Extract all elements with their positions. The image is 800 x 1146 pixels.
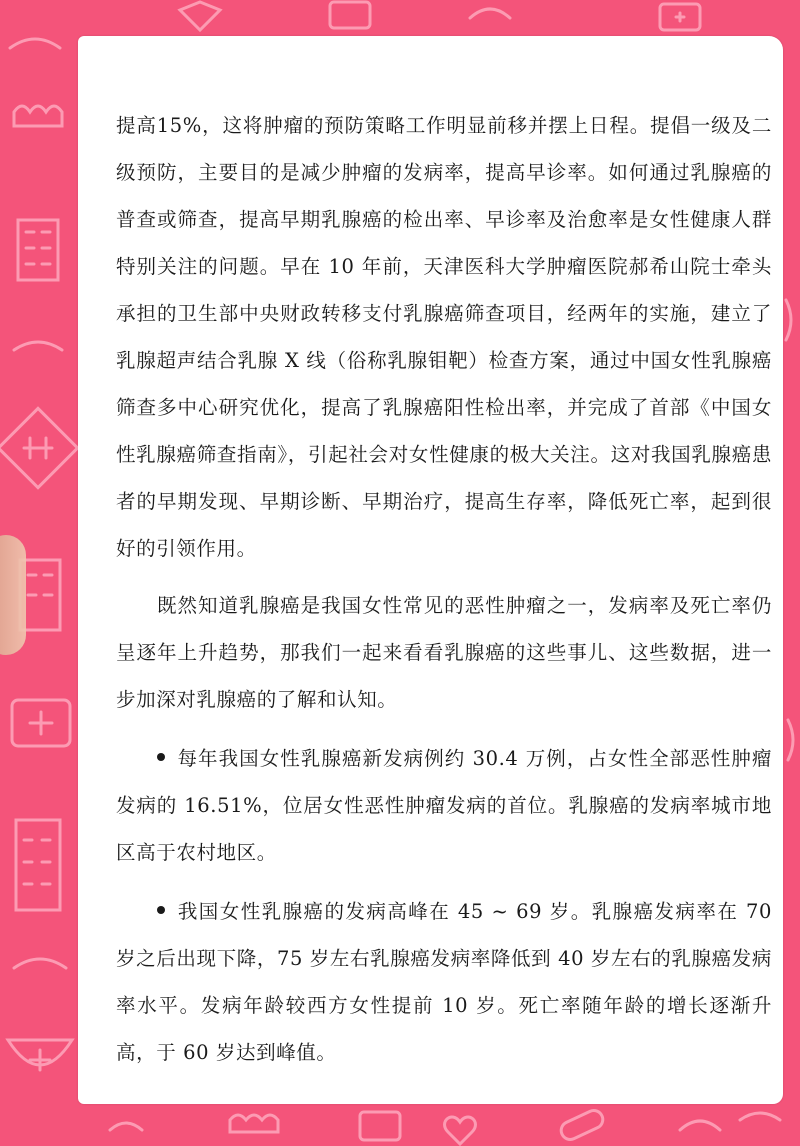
building-icon [20,560,60,630]
heart-icon [445,1117,476,1144]
bullet-item-2 [116,888,772,1076]
smile-arc-icon [740,1113,780,1120]
smile-arc-icon [14,959,66,968]
smile-arc-icon [10,39,60,48]
teeth-icon [230,1115,278,1132]
teeth-icon [14,106,62,126]
bullet-item-1 [116,735,772,876]
smile-arc-icon [14,342,62,350]
bullet-dot-icon [157,753,165,761]
paragraph-2: 既然知道乳腺癌是我国女性常见的恶性肿瘤之一，发病率及死亡率仍呈逐年上升趋势，那我们一起来看看乳腺癌的这些事儿、这些数据，进一步加深对乳腺癌的了解和认知。 [116,594,772,711]
bullet-text-1: 每年我国女性乳腺癌新发病例约 30.4 万例，占女性全部恶性肿瘤发病的 16.51%，位居女性恶性肿瘤发病的首位。乳腺癌的发病率城市地区高于农村地区。 [116,747,772,864]
thumb-shadow [0,535,26,655]
paragraph-1: 提高15%，这将肿瘤的预防策略工作明显前移并摆上日程。提倡一级及二级预防，主要目的是减少肿瘤的发病率，提高早诊率。如何通过乳腺癌的普查或筛查，提高早期乳腺癌的检出率、早诊率及治愈率是女性健康人群特别关注的问题。早在 10 年前，天津医科大学肿瘤医院郝希山院士牵头承担的卫生部中央财政转移支付乳腺癌筛查项目，经两年的实施，建立了乳腺超声结合乳腺 X 线（俗称乳腺钼靶）检查方案，通过中国女性乳腺癌筛查多中心研究优化，提高了乳腺癌阳性检出率，并完成了首部《中国女性乳腺癌筛查指南》，引起社会对女性健康的极大关注。这对我国乳腺癌患者的早期发现、早期诊断、早期治疗，提高生存率，降低死亡率，起到很好的引领作用。 [116,114,772,560]
book-page [78,36,783,1104]
pill-icon [558,1108,605,1143]
building-icon [18,220,58,280]
body-text [116,102,772,1076]
bullet-dot-icon [157,906,165,914]
bullet-text-2: 我国女性乳腺癌的发病高峰在 45 ~ 69 岁。乳腺癌发病率在 70 岁之后出现下降，75 岁左右乳腺癌发病率降低到 40 岁左右的乳腺癌发病率水平。发病年龄较西方女性提前 10 岁。死亡率随年龄的增长逐渐升高，于 60 岁达到峰值。 [116,900,772,1064]
building-icon [16,820,60,910]
